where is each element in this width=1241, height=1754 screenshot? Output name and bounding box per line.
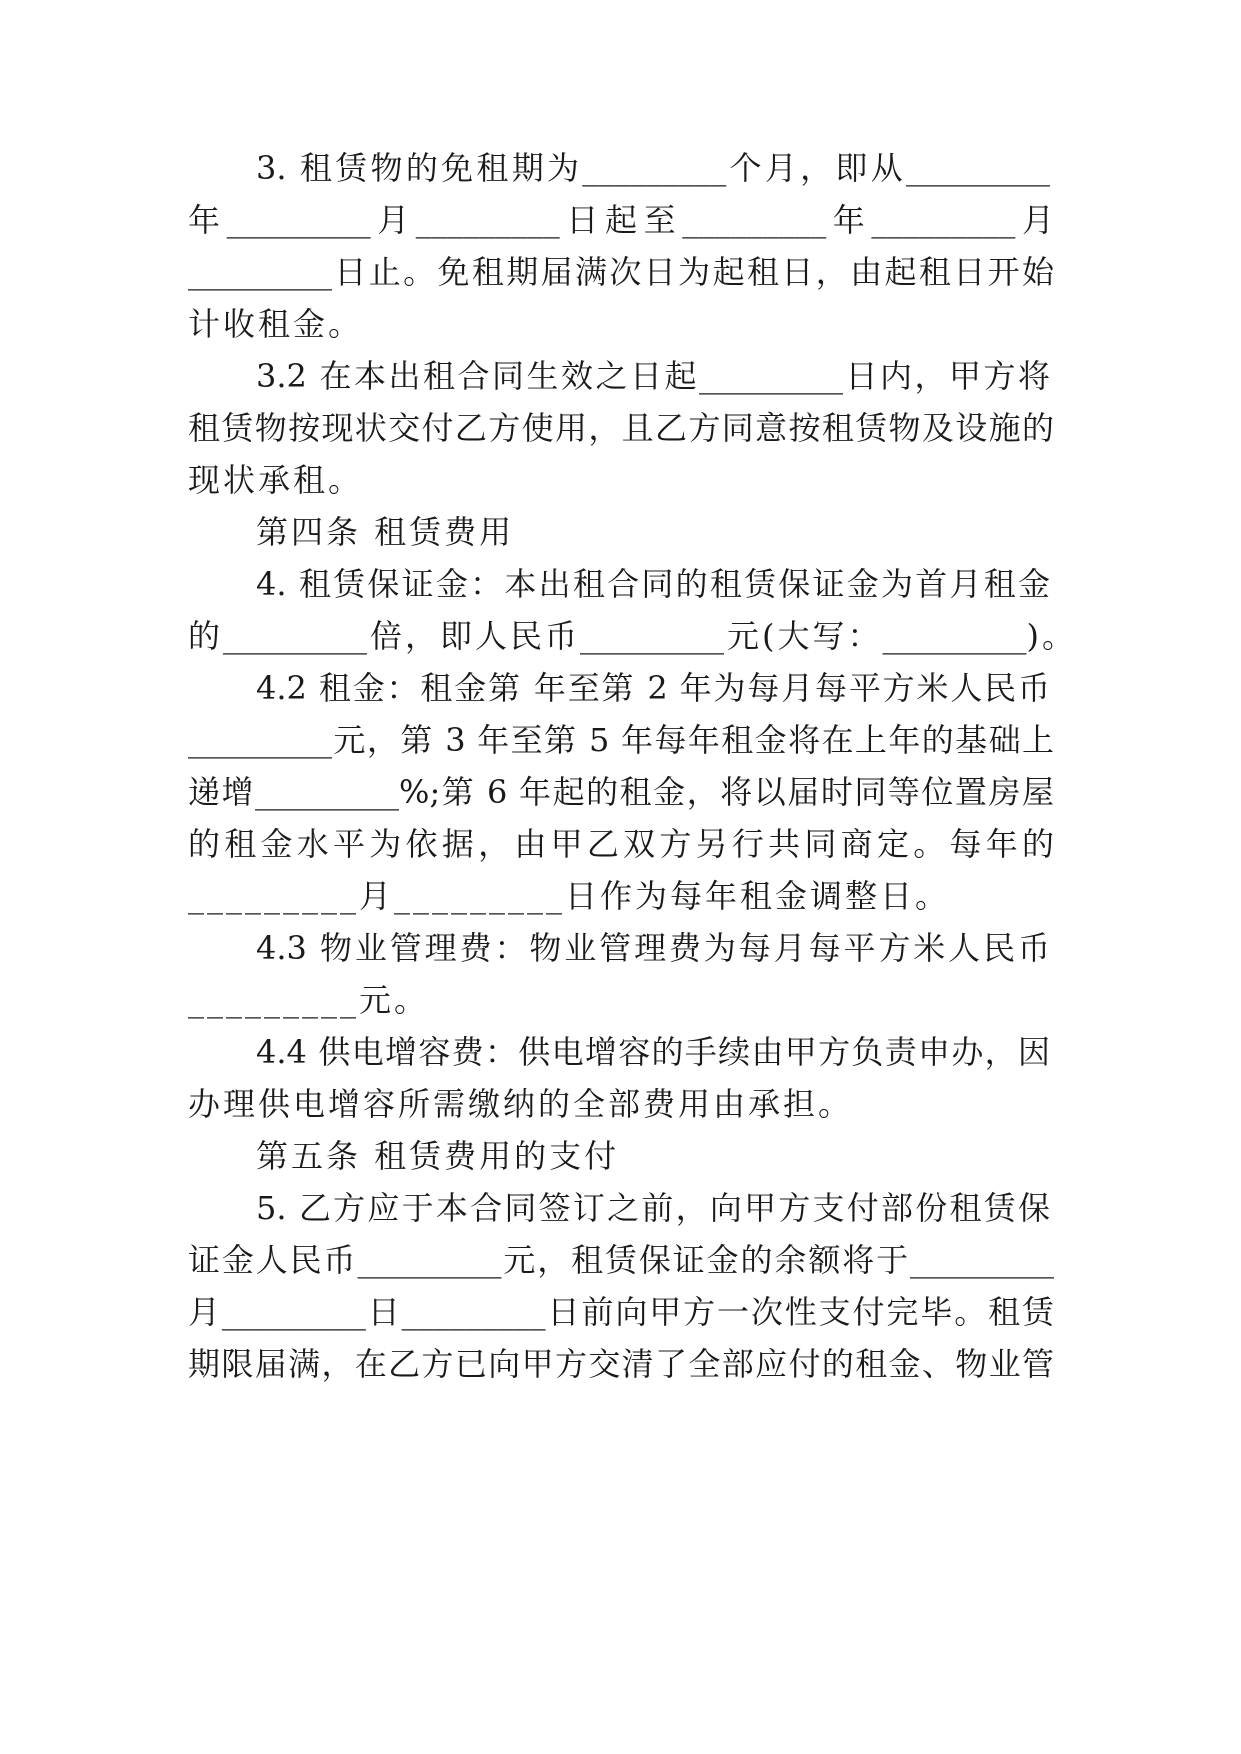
paragraph-5-line-1: 5. 乙方应于本合同签订之前，向甲方支付部份租赁保: [256, 1189, 1050, 1227]
paragraph-4-2-line-5: _________月_________日作为每年租金调整日。: [188, 877, 951, 915]
paragraph-3-2-line-1: 3.2 在本出租合同生效之日起_________日内，甲方将: [256, 357, 1050, 395]
paragraph-5-line-3: 月_________日_________日前向甲方一次性支付完毕。租赁: [188, 1293, 1054, 1331]
paragraph-4-2-line-3: 递增_________%;第 6 年起的租金，将以届时同等位置房屋: [188, 773, 1054, 811]
paragraph-4-3-line-1: 4.3 物业管理费：物业管理费为每月每平方米人民币: [256, 929, 1050, 967]
paragraph-4-2-line-2: _________元，第 3 年至第 5 年每年租金将在上年的基础上: [188, 721, 1054, 759]
paragraph-4-4-line-2: 办理供电增容所需缴纳的全部费用由承担。: [188, 1085, 854, 1123]
paragraph-4-3-line-2: _________元。: [188, 981, 430, 1019]
paragraph-3-line-3: _________日止。免租期届满次日为起租日，由起租日开始: [188, 253, 1054, 291]
paragraph-3-2-line-3: 现状承租。: [188, 461, 364, 499]
paragraph-4-line-1: 4. 租赁保证金：本出租合同的租赁保证金为首月租金: [256, 565, 1050, 603]
paragraph-4-line-2: 的_________倍，即人民币_________元(大写：_________)。: [188, 617, 1074, 655]
paragraph-5-line-2: 证金人民币_________元，租赁保证金的余额将于_________: [188, 1241, 1054, 1279]
article-4-heading: 第四条 租赁费用: [256, 513, 515, 551]
paragraph-4-2-line-4: 的租金水平为依据，由甲乙双方另行共同商定。每年的: [188, 825, 1054, 863]
paragraph-4-2-line-1: 4.2 租金：租金第 年至第 2 年为每月每平方米人民币: [256, 669, 1050, 707]
paragraph-4-4-line-1: 4.4 供电增容费：供电增容的手续由甲方负责申办，因: [256, 1033, 1050, 1071]
paragraph-3-line-2: 年_________月_________日起至_________年_________月: [188, 201, 1054, 239]
article-5-heading: 第五条 租赁费用的支付: [256, 1137, 620, 1175]
paragraph-3-line-1: 3. 租赁物的免租期为_________个月，即从_________: [256, 149, 1050, 187]
paragraph-5-line-4: 期限届满，在乙方已向甲方交清了全部应付的租金、物业管: [188, 1345, 1054, 1383]
paragraph-3-2-line-2: 租赁物按现状交付乙方使用，且乙方同意按租赁物及设施的: [188, 409, 1054, 447]
paragraph-3-line-4: 计收租金。: [188, 305, 364, 343]
